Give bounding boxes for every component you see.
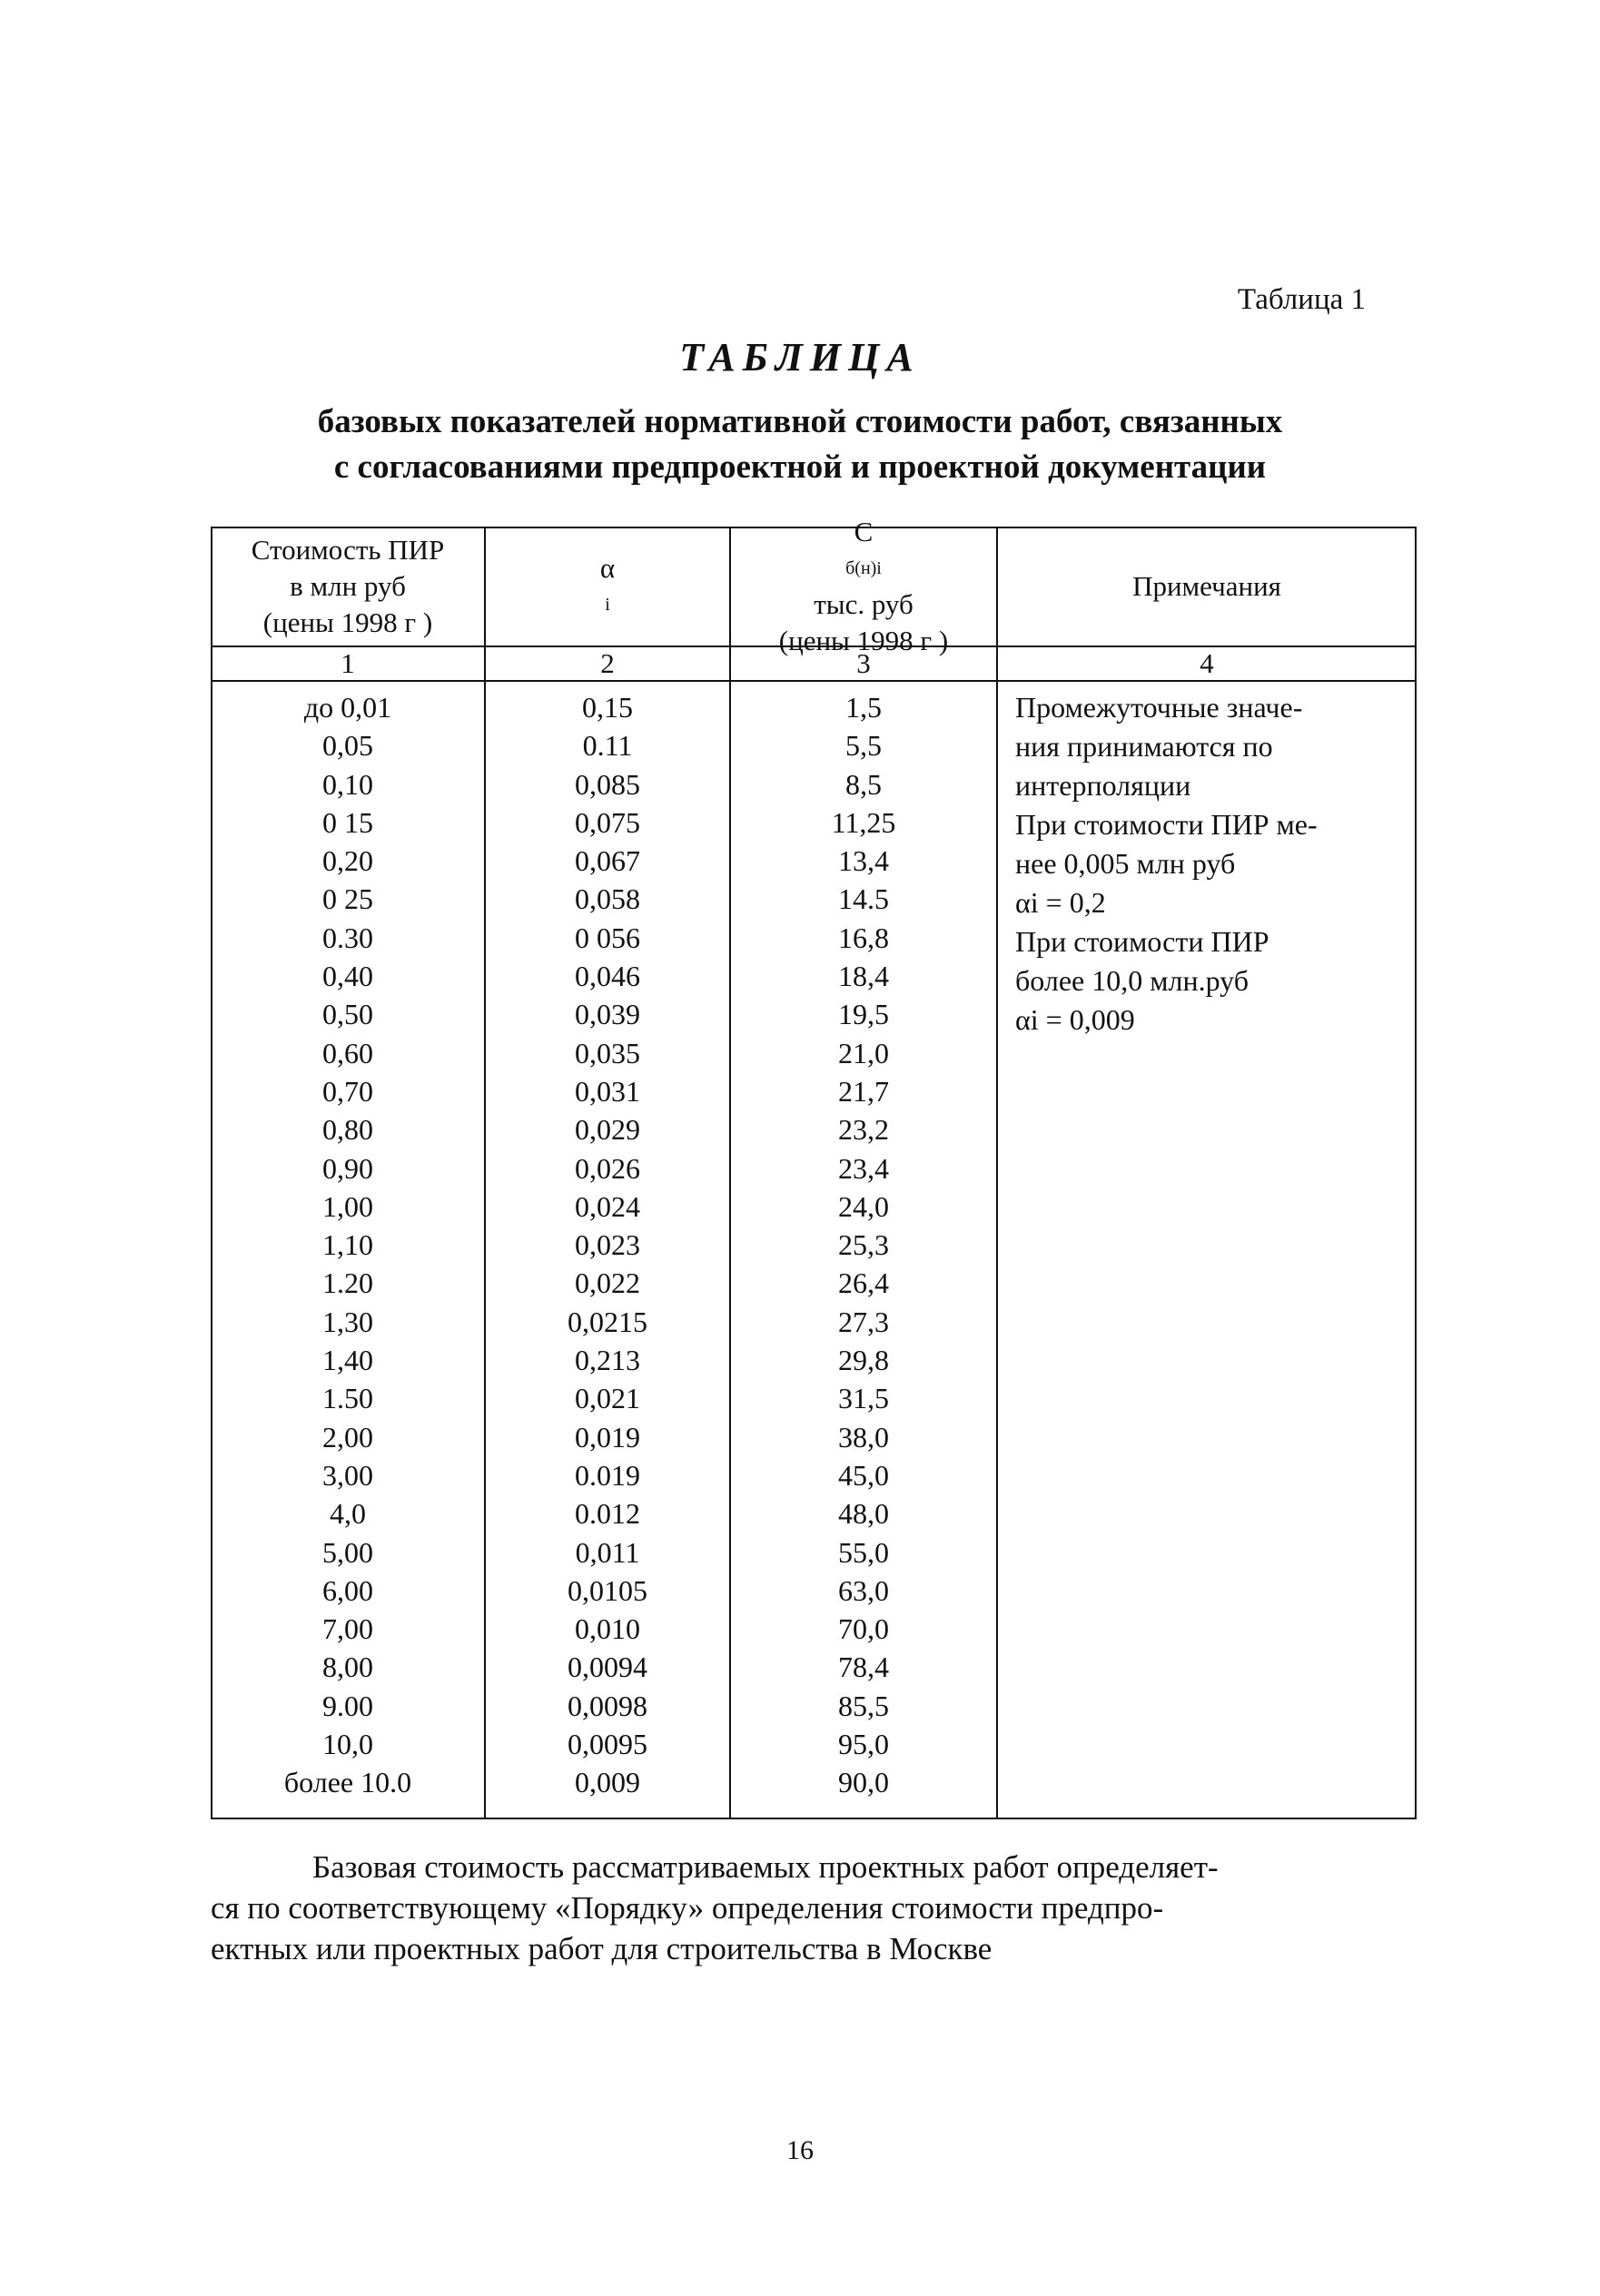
base-cost-cell: 21,7 [838,1074,889,1108]
cost-cell: 0,50 [322,998,373,1031]
header-base-cost [730,516,997,656]
alpha-cell: 0,035 [575,1036,640,1069]
column-base-cost-values [730,688,997,1802]
column-alpha-values [485,688,730,1802]
header-cost-line-1: Стоимость ПИР [251,534,445,566]
column-cost-values [211,688,485,1802]
cost-cell: 3,00 [322,1458,373,1492]
base-cost-cell: 18,4 [838,960,889,993]
alpha-cell: 0,021 [575,1382,640,1415]
document-subtitle [0,399,1600,490]
cost-cell: 0,20 [322,844,373,878]
base-cost-cell: 27,3 [838,1305,889,1338]
alpha-cell: 0 056 [575,921,640,954]
alpha-cell: 0,026 [575,1151,640,1185]
paragraph-line-2: ся по соответствующему «Порядку» определения стоимости предпро- [211,1890,1164,1926]
table-reference: Таблица 1 [1237,283,1366,316]
cost-cell: более 10.0 [283,1766,412,1799]
alpha-cell: 0,085 [575,767,640,801]
subtitle-line-2: с согласованиями предпроектной и проектной документации [333,448,1267,486]
cost-cell: 0,90 [322,1151,373,1185]
base-indicators-table [211,516,1417,1819]
paragraph-line-3: ектных или проектных работ для строительства в Москве [211,1931,993,1966]
cost-cell: 0 15 [322,805,373,839]
base-cost-cell: 29,8 [838,1344,889,1377]
alpha-cell: 0.11 [582,729,633,763]
note-line: нее 0,005 млн руб [1015,847,1236,880]
alpha-cell: 0,0098 [568,1689,647,1722]
cost-cell: 8,00 [322,1651,373,1684]
header-notes-label: Примечания [1132,570,1281,602]
note-line: При стоимости ПИР [1015,925,1269,958]
base-cost-cell: 70,0 [838,1612,889,1646]
cost-cell: 1,00 [322,1189,373,1223]
note-line: интерполяции [1015,769,1191,802]
alpha-cell: 0,075 [575,805,640,839]
alpha-cell: 0,022 [575,1266,640,1300]
alpha-cell: 0,029 [575,1113,640,1147]
base-cost-cell: 25,3 [838,1228,889,1262]
alpha-cell: 0,039 [575,998,640,1031]
cost-cell: 10,0 [322,1728,373,1761]
base-cost-cell: 23,4 [838,1151,889,1185]
alpha-symbol: α i [599,552,616,615]
notes-cell [1015,688,1406,1040]
base-cost-cell: 78,4 [838,1651,889,1684]
alpha-cell: 0,031 [575,1074,640,1108]
alpha-cell: 0,046 [575,960,640,993]
base-cost-cell: 48,0 [838,1497,889,1531]
base-cost-cell: 24,0 [838,1189,889,1223]
base-cost-cell: 21,0 [838,1036,889,1069]
cost-cell: 0,05 [322,729,373,763]
note-line: более 10,0 млн.руб [1015,964,1249,997]
alpha-cell: 0,011 [575,1535,640,1569]
base-cost-cell: 63,0 [838,1573,889,1607]
alpha-cell: 0.019 [575,1458,640,1492]
alpha-cell: 0,0094 [568,1651,647,1684]
alpha-cell: 0,023 [575,1228,640,1262]
base-cost-cell: 26,4 [838,1266,889,1300]
header-cost [211,527,485,646]
cost-cell: 6,00 [322,1573,373,1607]
column-number-3: 3 [856,647,871,679]
base-cost-cell: 1,5 [845,691,882,724]
column-number-1: 1 [341,647,355,679]
cost-cell: до 0,01 [303,691,392,724]
base-cost-cell: 16,8 [838,921,889,954]
header-notes [997,527,1417,646]
alpha-cell: 0,15 [582,691,633,724]
cost-cell: 1,40 [322,1344,373,1377]
alpha-cell: 0,019 [575,1420,640,1453]
cost-cell: 0,40 [322,960,373,993]
cost-cell: 1,10 [322,1228,373,1262]
cost-cell: 0.30 [322,921,373,954]
base-cost-cell: 85,5 [838,1689,889,1722]
alpha-cell: 0,0215 [568,1305,647,1338]
base-cost-cell: 5,5 [845,729,882,763]
cost-cell: 4,0 [330,1497,366,1531]
base-cost-cell: 55,0 [838,1535,889,1569]
column-number-4: 4 [1200,647,1214,679]
alpha-cell: 0,024 [575,1189,640,1223]
cost-cell: 0,60 [322,1036,373,1069]
alpha-cell: 0,0105 [568,1573,647,1607]
note-line: αi = 0,009 [1015,1003,1135,1036]
cost-cell: 0,10 [322,767,373,801]
base-cost-cell: 90,0 [838,1766,889,1799]
base-cost-cell: 31,5 [838,1382,889,1415]
cost-cell: 2,00 [322,1420,373,1453]
alpha-cell: 0,067 [575,844,640,878]
cost-cell: 1.20 [322,1266,373,1300]
cost-cell: 1,30 [322,1305,373,1338]
base-cost-cell: 19,5 [838,998,889,1031]
base-cost-cell: 45,0 [838,1458,889,1492]
page-number: 16 [786,2135,814,2165]
cost-cell: 0,80 [322,1113,373,1147]
note-line: αi = 0,2 [1015,886,1106,919]
alpha-cell: 0,010 [575,1612,640,1646]
note-line: ния принимаются по [1015,730,1273,763]
alpha-cell: 0,058 [575,882,640,916]
explanatory-paragraph [211,1847,1417,1969]
alpha-cell: 0,0095 [568,1728,647,1761]
base-cost-cell: 13,4 [838,844,889,878]
cost-cell: 9.00 [322,1689,373,1722]
cost-cell: 0,70 [322,1074,373,1108]
header-cost-line-3: (цены 1998 г ) [262,606,433,638]
header-alpha [485,527,730,646]
cost-cell: 5,00 [322,1535,373,1569]
alpha-cell: 0.012 [575,1497,640,1531]
base-cost-cell: 11,25 [831,805,896,839]
base-cost-symbol: С б(н)i [845,516,882,578]
cost-cell: 7,00 [322,1612,373,1646]
subtitle-line-1: базовых показателей нормативной стоимости работ, связанных [317,403,1283,440]
note-line: При стоимости ПИР ме- [1015,808,1318,841]
base-cost-cell: 14.5 [838,882,889,916]
base-cost-cell: 95,0 [838,1728,889,1761]
header-base-cost-line-2: тыс. руб [814,588,914,620]
header-cost-line-2: в млн руб [290,570,406,602]
base-cost-cell: 8,5 [845,767,882,801]
note-line: Промежуточные значе- [1015,691,1303,724]
alpha-cell: 0,213 [575,1344,640,1377]
column-number-2: 2 [600,647,615,679]
base-cost-cell: 38,0 [838,1420,889,1453]
header-base-cost-line-3: (цены 1998 г ) [778,625,949,656]
document-title: ТАБЛИЦА [679,335,921,379]
cost-cell: 1.50 [322,1382,373,1415]
paragraph-line-1: Базовая стоимость рассматриваемых проектных работ определяет- [312,1849,1219,1885]
alpha-cell: 0,009 [575,1766,640,1799]
cost-cell: 0 25 [322,882,373,916]
base-cost-cell: 23,2 [838,1113,889,1147]
